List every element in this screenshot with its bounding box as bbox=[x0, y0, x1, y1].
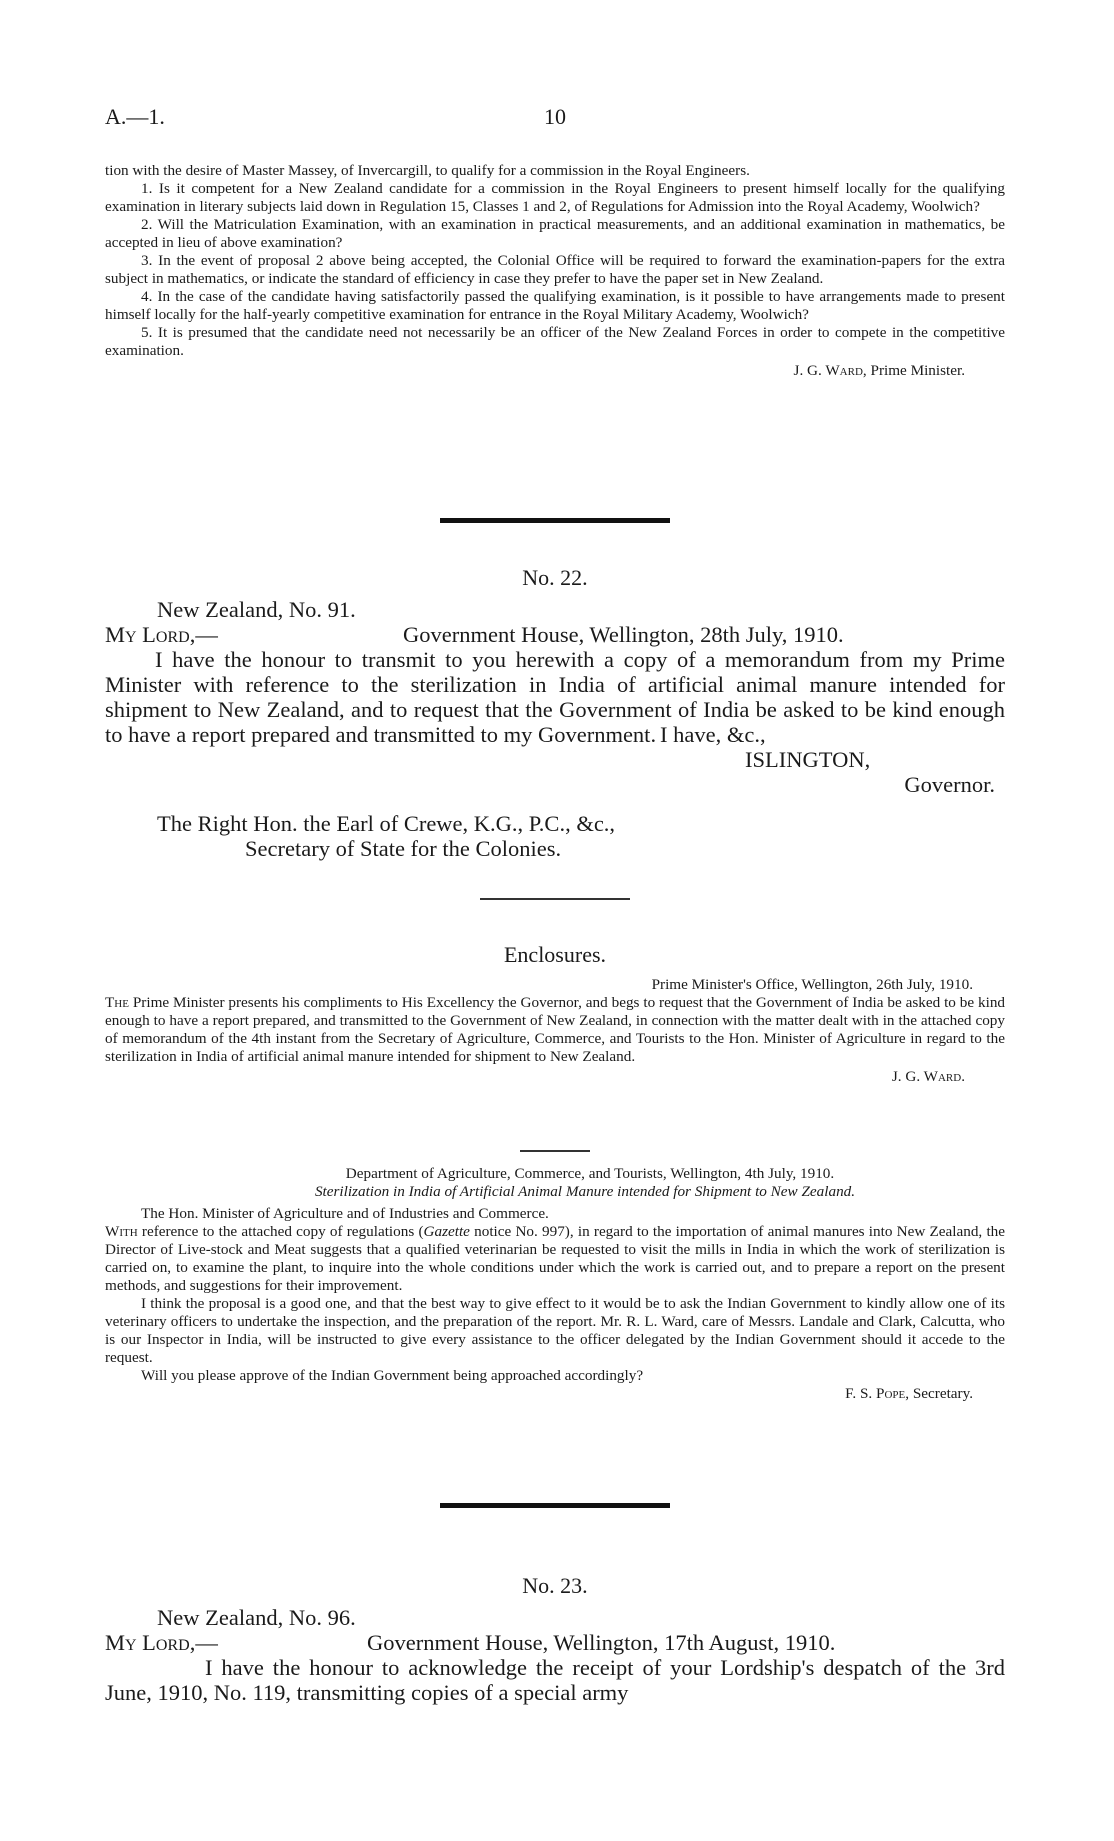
despatch-no-22 bbox=[105, 565, 1005, 861]
section-divider-thin bbox=[105, 898, 1005, 900]
addressee-line-2: Secretary of State for the Colonies. bbox=[245, 836, 562, 861]
memo-lead: The bbox=[105, 994, 129, 1011]
place-date: Government House, Wellington, 17th August, 1910. bbox=[367, 1630, 836, 1655]
despatch-salutation-line bbox=[105, 1630, 1005, 1655]
page-reference: A.—1. bbox=[105, 104, 165, 129]
signer: ISLINGTON, bbox=[745, 747, 871, 772]
despatch-body: I have the honour to acknowledge the receipt of your Lordship's despatch of the 3rd June, 1910, No. 119, transmitting copies of a special army bbox=[105, 1655, 1005, 1705]
continuation-paragraph: tion with the desire of Master Massey, of Invercargill, to qualify for a commission in the Royal Engineers. bbox=[105, 162, 750, 179]
enclosures-section bbox=[105, 942, 1005, 1086]
signature-title: Secretary. bbox=[912, 1385, 973, 1402]
despatch-number: No. 23. bbox=[522, 1573, 588, 1598]
page-number: 10 bbox=[544, 104, 566, 129]
despatch-salutation-line bbox=[105, 622, 1005, 647]
place-date: Government House, Wellington, 28th July, 1910. bbox=[403, 622, 844, 647]
question-1: 1. Is it competent for a New Zealand candidate for a commission in the Royal Engineers to present himself locally for the qualifying examination in literary subjects laid down in Regulation 15, Classes 1 and 2, of Regulations for Admission into the Royal Academy, Woolwich? bbox=[105, 180, 1005, 215]
office-date: Prime Minister's Office, Wellington, 26th July, 1910. bbox=[651, 976, 973, 993]
signature-name: J. G. Ward, bbox=[793, 362, 867, 379]
despatch-no-23 bbox=[105, 1573, 1005, 1705]
memo-signature: J. G. Ward. bbox=[891, 1068, 965, 1085]
enclosure-divider bbox=[105, 1150, 1005, 1152]
signer-title: Governor. bbox=[904, 772, 995, 797]
department-date: Department of Agriculture, Commerce, and Tourists, Wellington, 4th July, 1910. bbox=[345, 1165, 835, 1182]
page-header bbox=[105, 104, 1005, 134]
closing-line bbox=[105, 722, 1005, 747]
question-4: 4. In the case of the candidate having satisfactorily passed the qualifying examination, is it possible to have arrangements made to present himself locally for the half-yearly competitive examination for entrance in the Royal Military Academy, Woolwich? bbox=[105, 288, 1005, 323]
salutation: My Lord,— bbox=[105, 1630, 218, 1655]
department-paragraph-2: I think the proposal is a good one, and that the best way to give effect to it would be to ask the Indian Government to kindly allow one of its veterinary officers to undertake the inspection, and the preparation of the report. Mr. R. L. Ward, care of Messrs. Landale and Clark, Calcutta, who is our Inspector in India, will be instructed to give every assistance to the officer delegated by the Indian Government should it accede to the request. bbox=[105, 1295, 1005, 1366]
question-2: 2. Will the Matriculation Examination, with an examination in practical measurements, and an additional examination in mathematics, be accepted in lieu of above examination? bbox=[105, 216, 1005, 251]
secretary-signature bbox=[105, 1385, 1005, 1403]
section-divider-thick-2 bbox=[105, 1503, 1005, 1508]
department-memo bbox=[105, 1165, 1005, 1403]
question-5: 5. It is presumed that the candidate need not necessarily be an officer of the New Zealand Forces in order to compete in the competitive examination. bbox=[105, 324, 1005, 359]
signature-prime-minister bbox=[105, 362, 1005, 380]
despatch-reference: New Zealand, No. 91. bbox=[157, 597, 356, 622]
salutation: My Lord,— bbox=[105, 622, 218, 647]
memo-subject: Sterilization in India of Artificial Animal Manure intended for Shipment to New Zealand. bbox=[314, 1183, 856, 1200]
section-divider-thick bbox=[105, 518, 1005, 523]
enclosures-title: Enclosures. bbox=[503, 942, 607, 967]
signature-name: F. S. Pope, bbox=[845, 1385, 910, 1402]
addressee-line-1: The Right Hon. the Earl of Crewe, K.G., P.C., &c., bbox=[157, 811, 616, 836]
memo-addressee: The Hon. Minister of Agriculture and of Industries and Commerce. bbox=[141, 1205, 549, 1222]
closing: I have, &c., bbox=[660, 722, 766, 747]
signature-title: Prime Minister. bbox=[870, 362, 965, 379]
department-paragraph-3: Will you please approve of the Indian Government being approached accordingly? bbox=[141, 1367, 644, 1384]
question-3: 3. In the event of proposal 2 above being accepted, the Colonial Office will be required to forward the examination-papers for the extra subject in mathematics, or indicate the standard of efficiency in case they prefer to have the paper set in New Zealand. bbox=[105, 252, 1005, 287]
memo-body: Prime Minister presents his compliments to His Excellency the Governor, and begs to request that the Government of India be asked to be kind enough to have a report prepared, and transmitted to the Government of New Zealand, in connection with the matter dealt with in the attached copy of memorandum of the 4th instant from the Secretary of Agriculture, Commerce, and Tourists to the Hon. Minister of Agriculture in regard to the sterilization in India of artificial animal manure intended for shipment to New Zealand. bbox=[105, 994, 1006, 1065]
memo-paragraph bbox=[105, 994, 1005, 1066]
department-paragraph-1: With reference to the attached copy of regulations (Gazette notice No. 997), in regard to the importation of animal manures into New Zealand, the Director of Live-stock and Meat suggests that a qualified veterinarian be requested to visit the mills in India in which the work of sterilization is carried on, to examine the plant, to inquire into the whole conditions under which the work is carried out, and to prepare a report on the present methods, and suggestions for their improvement. bbox=[105, 1223, 1005, 1294]
despatch-number: No. 22. bbox=[522, 565, 588, 590]
despatch-body: I have the honour to transmit to you herewith a copy of a memorandum from my Prime Minister with reference to the sterilization in India of artificial animal manure intended for shipment to New Zealand, and to request that the Government of India be asked to be kind enough to have a report prepared and transmitted to my Government. bbox=[105, 647, 1005, 747]
continued-memorandum bbox=[105, 162, 1005, 380]
despatch-reference: New Zealand, No. 96. bbox=[157, 1605, 356, 1630]
